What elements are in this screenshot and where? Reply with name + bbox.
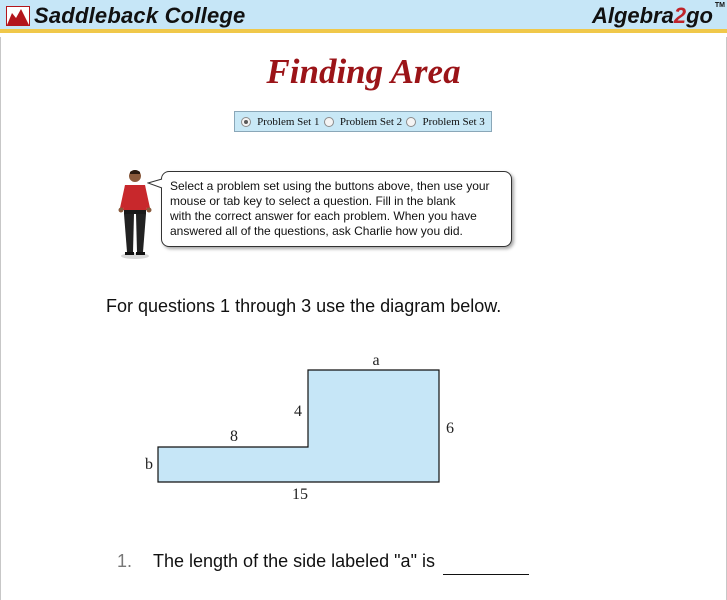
problem-set-1-radio[interactable] [241,117,251,127]
label-6: 6 [446,420,454,437]
instructions-line-3: with the correct answer for each problem. When you have [170,209,477,223]
problem-set-1-option[interactable] [241,116,319,128]
saddleback-logo-icon [6,6,30,26]
label-b: b [145,456,153,473]
problem-set-2-label: Problem Set 2 [339,115,403,128]
question-text: The length of the side labeled "a" is [153,551,435,571]
diagram-intro-text: For questions 1 through 3 use the diagram below. [106,296,502,316]
label-4: 4 [294,403,302,420]
trademark: TM [714,2,725,9]
l-shape-figure [158,370,439,482]
problem-set-2-option[interactable] [324,116,402,128]
area-diagram [130,345,470,505]
question-1 [117,551,529,575]
label-15: 15 [292,486,308,503]
label-8: 8 [230,428,238,445]
brand-name: Saddleback College [34,3,246,28]
instructions-line-4: answered all of the questions, ask Charlie how you did. [170,224,463,238]
problem-set-2-radio[interactable] [324,117,334,127]
app-name-suffix: go [686,3,713,28]
speech-bubble-tail [147,175,165,191]
instructions-line-1: Select a problem set using the buttons above, then use your [170,179,490,193]
problem-set-1-label: Problem Set 1 [257,115,320,128]
problem-set-3-radio[interactable] [406,117,416,127]
app-name-prefix: Algebra [591,3,674,28]
page-title: Finding Area [266,52,461,91]
app-name-accent: 2 [673,3,687,28]
problem-set-selector [234,111,492,132]
answer-input[interactable] [443,553,529,575]
app-name [592,3,713,29]
instructions-speech-bubble [161,171,512,247]
label-a: a [372,352,380,369]
instructions-line-2: mouse or tab key to select a question. Fill in the blank [170,194,456,208]
problem-set-3-option[interactable] [406,116,484,128]
problem-set-3-label: Problem Set 3 [422,115,485,128]
site-header [0,0,727,33]
question-number: 1. [117,551,133,571]
frame-left [0,37,1,600]
